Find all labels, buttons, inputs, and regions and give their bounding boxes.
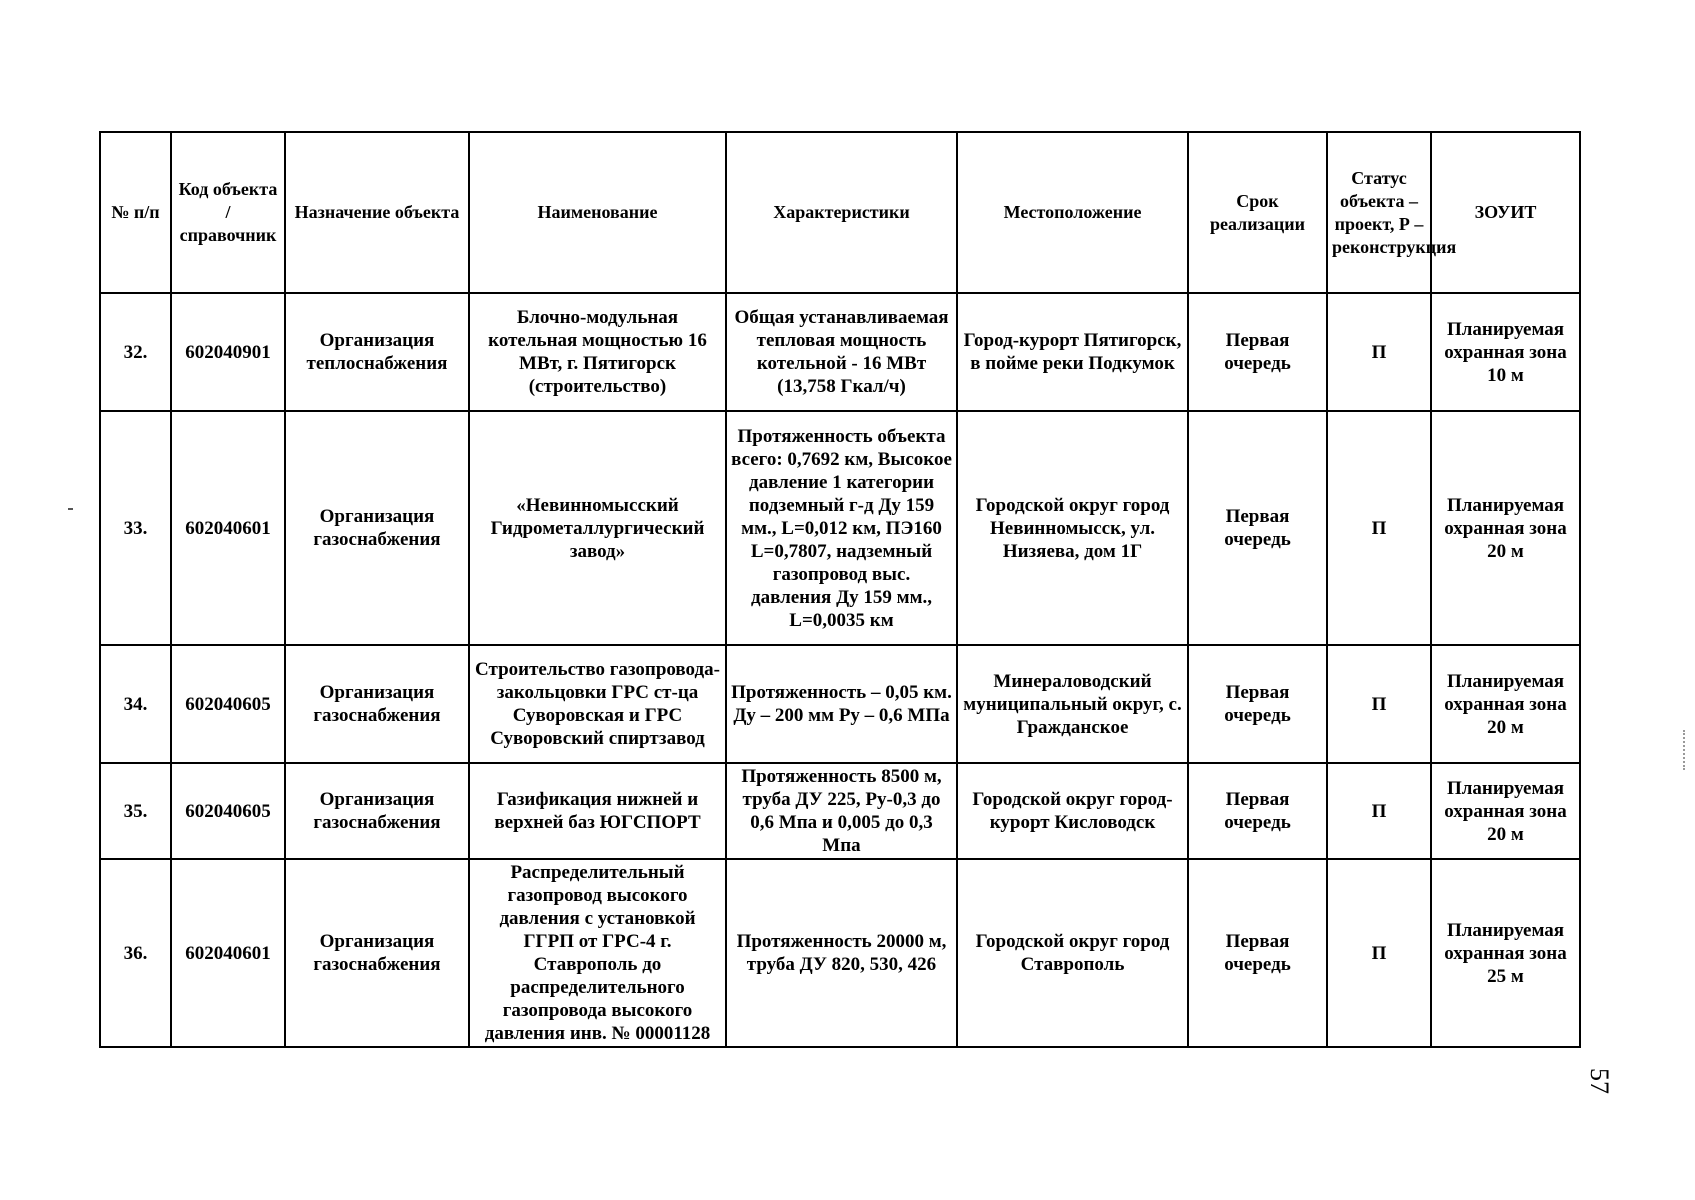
cell-code: 602040605 — [171, 763, 285, 859]
cell-location: Минераловодский муниципальный округ, с. Гражданское — [957, 645, 1188, 763]
cell-number: 32. — [100, 293, 171, 411]
header-term: Срок реализации — [1188, 132, 1327, 293]
cell-name: Газификация нижней и верхней баз ЮГСПОРТ — [469, 763, 726, 859]
header-status: Статус объекта – проект, Р – реконструкция — [1327, 132, 1431, 293]
cell-zone: Планируемая охранная зона 20 м — [1431, 411, 1580, 645]
header-number: № п/п — [100, 132, 171, 293]
cell-status: П — [1327, 411, 1431, 645]
cell-zone: Планируемая охранная зона 20 м — [1431, 645, 1580, 763]
cell-number: 33. — [100, 411, 171, 645]
cell-number: 34. — [100, 645, 171, 763]
page-number: 57 — [1585, 1068, 1614, 1094]
cell-purpose: Организация теплоснабжения — [285, 293, 469, 411]
cell-term: Первая очередь — [1188, 645, 1327, 763]
header-name: Наименование — [469, 132, 726, 293]
cell-code: 602040601 — [171, 411, 285, 645]
table-body — [100, 293, 1580, 1047]
cell-code: 602040901 — [171, 293, 285, 411]
cell-characteristics: Протяженность объекта всего: 0,7692 км, Высокое давление 1 категории подземный г-д Ду 159 мм., L=0,012 км, ПЭ160 L=0,7807, надземный газопровод выс. давления Ду 159 мм., L=0,0035 км — [726, 411, 957, 645]
cell-term: Первая очередь — [1188, 411, 1327, 645]
cell-location: Город-курорт Пятигорск, в пойме реки Подкумок — [957, 293, 1188, 411]
objects-table — [99, 131, 1581, 1048]
cell-zone: Планируемая охранная зона 25 м — [1431, 859, 1580, 1047]
cell-status: П — [1327, 763, 1431, 859]
cell-characteristics: Протяженность 20000 м, труба ДУ 820, 530, 426 — [726, 859, 957, 1047]
cell-number: 36. — [100, 859, 171, 1047]
cell-purpose: Организация газоснабжения — [285, 645, 469, 763]
cell-status: П — [1327, 859, 1431, 1047]
header-characteristics: Характеристики — [726, 132, 957, 293]
cell-purpose: Организация газоснабжения — [285, 411, 469, 645]
table-row — [100, 645, 1580, 763]
cell-location: Городской округ город Невинномысск, ул. Низяева, дом 1Г — [957, 411, 1188, 645]
cell-term: Первая очередь — [1188, 293, 1327, 411]
cell-characteristics: Протяженность 8500 м, труба ДУ 225, Ру-0,3 до 0,6 Мпа и 0,005 до 0,3 Мпа — [726, 763, 957, 859]
header-purpose: Назначение объекта — [285, 132, 469, 293]
cell-status: П — [1327, 645, 1431, 763]
cell-name: Блочно-модульная котельная мощностью 16 МВт, г. Пятигорск (строительство) — [469, 293, 726, 411]
cell-number: 35. — [100, 763, 171, 859]
table-row — [100, 859, 1580, 1047]
cell-zone: Планируемая охранная зона 10 м — [1431, 293, 1580, 411]
cell-code: 602040605 — [171, 645, 285, 763]
header-location: Местоположение — [957, 132, 1188, 293]
scan-artifact — [68, 508, 73, 510]
table-row — [100, 411, 1580, 645]
cell-characteristics: Протяженность – 0,05 км. Ду – 200 мм Ру – 0,6 МПа — [726, 645, 957, 763]
cell-location: Городской округ город Ставрополь — [957, 859, 1188, 1047]
cell-name: Строительство газопровода-закольцовки ГРС ст-ца Суворовская и ГРС Суворовский спиртзавод — [469, 645, 726, 763]
cell-term: Первая очередь — [1188, 859, 1327, 1047]
header-object-code: Код объекта / справочник — [171, 132, 285, 293]
cell-code: 602040601 — [171, 859, 285, 1047]
cell-characteristics: Общая устанавливаемая тепловая мощность котельной - 16 МВт (13,758 Гкал/ч) — [726, 293, 957, 411]
cell-status: П — [1327, 293, 1431, 411]
cell-location: Городской округ город-курорт Кисловодск — [957, 763, 1188, 859]
header-zone: ЗОУИТ — [1431, 132, 1580, 293]
header-row — [100, 132, 1580, 293]
cell-term: Первая очередь — [1188, 763, 1327, 859]
cell-name: «Невинномысский Гидрометаллургический завод» — [469, 411, 726, 645]
cell-zone: Планируемая охранная зона 20 м — [1431, 763, 1580, 859]
cell-purpose: Организация газоснабжения — [285, 859, 469, 1047]
table-header — [100, 132, 1580, 293]
cell-purpose: Организация газоснабжения — [285, 763, 469, 859]
table-row — [100, 293, 1580, 411]
table-row — [100, 763, 1580, 859]
scan-edge-mark — [1683, 730, 1688, 770]
cell-name: Распределительный газопровод высокого давления с установкой ГГРП от ГРС-4 г. Ставрополь до распределительного газопровода высокого давления инв. № 00001128 — [469, 859, 726, 1047]
